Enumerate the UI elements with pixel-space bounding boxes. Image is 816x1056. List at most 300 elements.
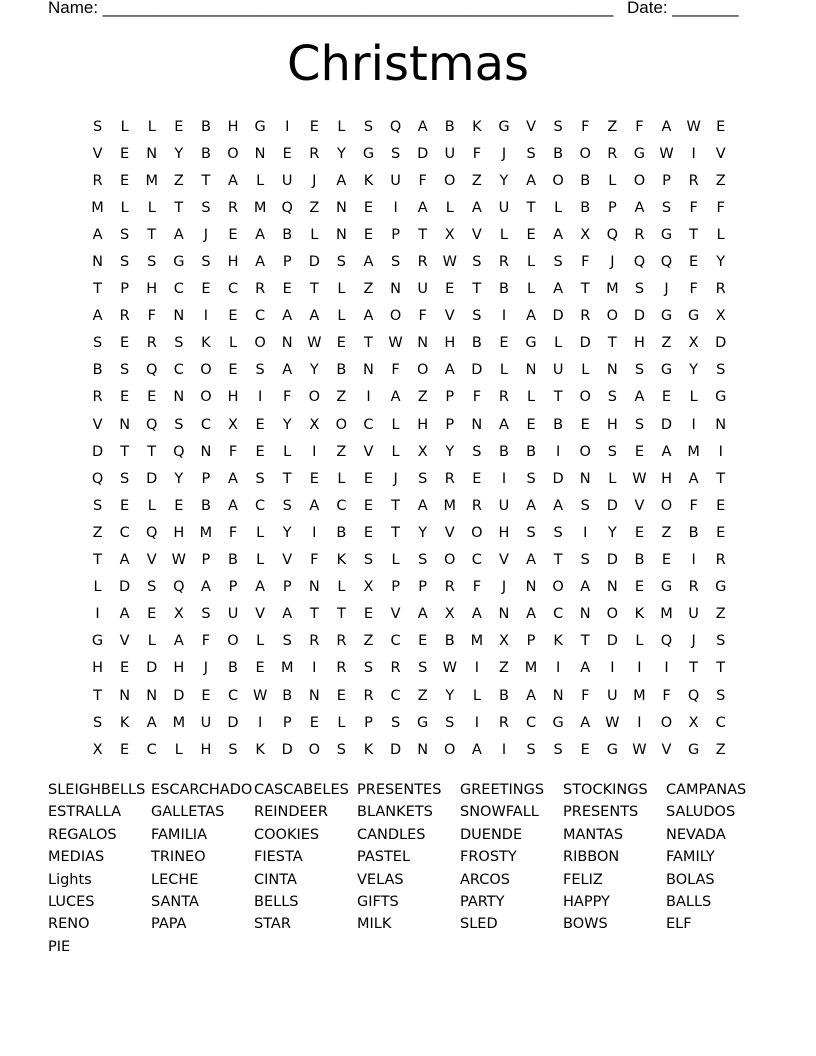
grid-letter: Y — [336, 145, 346, 162]
grid-letter: F — [472, 389, 482, 406]
grid-letter: N — [525, 362, 537, 379]
grid-letter: B — [553, 416, 564, 433]
grid-letter: V — [498, 552, 509, 569]
grid-letter: E — [255, 416, 265, 433]
grid-letter: S — [120, 226, 130, 243]
grid-letter: O — [660, 497, 673, 514]
grid-letter: D — [633, 308, 645, 325]
grid-letter: J — [501, 579, 507, 596]
grid-letter: D — [146, 660, 158, 677]
grid-letter: S — [553, 118, 563, 135]
grid-letter: E — [147, 606, 157, 623]
grid-letter: E — [661, 552, 672, 569]
grid-letter: K — [634, 606, 645, 623]
grid-letter: S — [472, 308, 482, 325]
grid-letter: G — [660, 362, 673, 379]
grid-letter: S — [363, 118, 374, 135]
grid-letter: L — [310, 226, 319, 243]
grid-letter: N — [498, 606, 510, 623]
grid-letter: X — [498, 633, 509, 650]
grid-letter: B — [282, 687, 293, 704]
grid-letter: B — [92, 362, 103, 379]
grid-letter: L — [472, 687, 481, 704]
word-list-item: STAR — [254, 916, 291, 933]
grid-letter: S — [553, 524, 563, 541]
grid-letter: I — [501, 308, 507, 325]
grid-letter: I — [501, 470, 507, 487]
grid-letter: S — [716, 362, 726, 379]
grid-letter: I — [257, 389, 263, 406]
word-list-item: SANTA — [151, 893, 199, 910]
grid-letter: X — [688, 335, 699, 352]
grid-letter: E — [661, 389, 672, 406]
grid-letter: S — [282, 633, 292, 650]
grid-letter: V — [255, 606, 266, 623]
grid-letter: U — [281, 172, 293, 189]
grid-letter: S — [120, 470, 130, 487]
letter-grid — [84, 113, 734, 763]
grid-letter: W — [632, 470, 647, 487]
grid-letter: W — [659, 145, 674, 162]
word-list-row — [48, 846, 769, 868]
grid-row — [84, 438, 734, 465]
grid-letter: R — [119, 308, 130, 325]
grid-letter: D — [606, 497, 618, 514]
grid-letter: N — [417, 335, 429, 352]
grid-letter: A — [255, 254, 266, 271]
grid-letter: L — [391, 552, 400, 569]
grid-letter: Q — [281, 199, 293, 216]
grid-letter: A — [119, 606, 130, 623]
grid-letter: D — [417, 145, 429, 162]
grid-letter: D — [579, 335, 591, 352]
grid-letter: E — [580, 741, 590, 758]
grid-letter: V — [661, 741, 672, 758]
grid-letter: F — [581, 118, 590, 135]
word-list-row — [48, 801, 769, 823]
grid-row — [84, 357, 734, 384]
grid-letter: C — [255, 308, 266, 325]
grid-letter: I — [691, 416, 696, 433]
grid-letter: L — [527, 389, 536, 406]
grid-letter: R — [634, 226, 645, 243]
grid-letter: A — [444, 362, 455, 379]
grid-letter: F — [581, 687, 590, 704]
grid-letter: T — [364, 335, 373, 352]
word-list — [48, 779, 769, 958]
grid-letter: A — [417, 606, 428, 623]
grid-letter: F — [689, 281, 698, 298]
grid-letter: Z — [715, 741, 726, 758]
grid-letter: C — [119, 524, 130, 541]
grid-letter: N — [606, 579, 618, 596]
word-list-item: ELF — [666, 916, 692, 933]
grid-letter: L — [554, 335, 563, 352]
grid-letter: C — [390, 687, 401, 704]
grid-letter: V — [715, 145, 726, 162]
grid-letter: T — [689, 226, 699, 243]
word-list-item: BALLS — [666, 893, 712, 910]
grid-letter: U — [444, 145, 456, 162]
grid-letter: R — [336, 633, 347, 650]
grid-letter: O — [416, 362, 429, 379]
grid-letter: T — [336, 606, 346, 623]
grid-letter: I — [691, 552, 696, 569]
grid-letter: P — [201, 552, 211, 569]
grid-letter: C — [553, 606, 564, 623]
grid-letter: N — [308, 687, 320, 704]
word-list-item: PIE — [48, 938, 71, 955]
grid-letter: A — [228, 497, 238, 514]
grid-letter: G — [687, 308, 700, 325]
grid-letter: Q — [146, 524, 158, 541]
grid-letter: A — [417, 118, 428, 135]
word-list-item: STOCKINGS — [563, 782, 648, 798]
grid-letter: R — [471, 497, 482, 514]
grid-letter: G — [525, 335, 537, 352]
grid-letter: A — [553, 497, 564, 514]
grid-letter: P — [282, 714, 292, 731]
grid-letter: L — [716, 226, 725, 243]
grid-row — [84, 736, 734, 763]
grid-letter: C — [173, 362, 184, 379]
grid-letter: L — [337, 118, 346, 135]
grid-letter: T — [391, 524, 400, 541]
grid-letter: L — [527, 254, 536, 271]
grid-letter: S — [92, 335, 103, 352]
grid-letter: L — [635, 633, 644, 650]
grid-letter: T — [147, 443, 157, 460]
grid-letter: Z — [607, 118, 618, 135]
grid-letter: U — [498, 199, 510, 216]
grid-letter: C — [715, 714, 726, 731]
grid-letter: O — [552, 579, 564, 596]
grid-letter: S — [607, 389, 617, 406]
word-list-item: PRESENTES — [357, 782, 442, 798]
grid-letter: M — [280, 660, 294, 677]
grid-letter: T — [472, 281, 482, 298]
grid-letter: I — [474, 660, 479, 677]
grid-letter: Y — [418, 524, 428, 541]
grid-letter: S — [390, 145, 401, 162]
grid-letter: E — [309, 118, 319, 135]
grid-letter: Q — [660, 254, 673, 271]
grid-letter: Y — [445, 687, 455, 704]
grid-letter: L — [337, 308, 346, 325]
grid-letter: S — [174, 335, 184, 352]
word-list-item: RENO — [48, 916, 90, 933]
grid-letter: X — [92, 741, 103, 758]
grid-letter: S — [201, 254, 211, 271]
grid-letter: D — [91, 443, 104, 460]
grid-letter: C — [390, 633, 401, 650]
grid-letter: U — [200, 714, 212, 731]
grid-letter: L — [689, 389, 698, 406]
grid-letter: J — [501, 145, 507, 162]
grid-letter: A — [526, 172, 536, 189]
grid-letter: H — [92, 660, 103, 677]
grid-letter: C — [471, 552, 482, 569]
grid-letter: T — [580, 633, 590, 650]
grid-letter: S — [553, 254, 563, 271]
grid-letter: L — [256, 172, 265, 189]
grid-letter: F — [472, 579, 482, 596]
grid-letter: E — [120, 660, 130, 677]
grid-letter: L — [93, 579, 102, 596]
grid-row — [84, 519, 734, 546]
word-list-item: Lights — [48, 871, 92, 888]
word-list-item: CASCABELES — [254, 782, 349, 798]
grid-letter: E — [689, 254, 699, 271]
grid-letter: J — [312, 172, 317, 189]
grid-letter: L — [147, 199, 156, 216]
word-list-item: BOWS — [563, 916, 608, 933]
grid-letter: D — [389, 741, 402, 758]
grid-letter: E — [228, 308, 238, 325]
grid-letter: F — [689, 199, 698, 216]
grid-letter: B — [580, 199, 591, 216]
grid-letter: M — [687, 443, 700, 460]
grid-row — [84, 709, 734, 736]
grid-letter: T — [282, 470, 292, 487]
grid-letter: J — [691, 633, 696, 650]
grid-letter: S — [201, 606, 211, 623]
grid-letter: I — [637, 714, 642, 731]
grid-letter: I — [95, 606, 100, 623]
grid-letter: U — [688, 606, 699, 623]
grid-letter: I — [664, 660, 669, 677]
grid-letter: R — [607, 145, 618, 162]
grid-letter: T — [553, 552, 563, 569]
grid-letter: S — [661, 199, 672, 216]
grid-letter: D — [552, 308, 564, 325]
grid-letter: L — [337, 281, 346, 298]
grid-letter: Y — [689, 362, 699, 379]
grid-letter: P — [391, 226, 400, 243]
grid-letter: X — [580, 226, 591, 243]
grid-letter: S — [390, 714, 401, 731]
grid-letter: E — [336, 335, 346, 352]
grid-letter: N — [308, 579, 320, 596]
grid-letter: D — [281, 741, 293, 758]
grid-letter: X — [363, 579, 374, 596]
grid-letter: S — [526, 524, 536, 541]
grid-letter: N — [606, 362, 618, 379]
grid-letter: C — [336, 497, 347, 514]
grid-letter: X — [444, 226, 455, 243]
grid-letter: D — [227, 714, 239, 731]
grid-letter: H — [444, 335, 456, 352]
grid-letter: B — [471, 335, 482, 352]
grid-letter: E — [309, 470, 319, 487]
grid-letter: T — [716, 660, 726, 677]
grid-row — [84, 113, 734, 140]
grid-letter: B — [200, 497, 211, 514]
grid-letter: S — [526, 741, 536, 758]
grid-letter: Y — [716, 254, 726, 271]
word-list-row — [48, 824, 769, 846]
grid-letter: X — [715, 308, 726, 325]
grid-letter: L — [283, 443, 292, 460]
grid-letter: A — [255, 226, 266, 243]
grid-letter: O — [579, 443, 591, 460]
grid-letter: C — [227, 281, 239, 298]
grid-letter: F — [635, 118, 644, 135]
grid-letter: F — [283, 389, 292, 406]
grid-letter: N — [715, 416, 727, 433]
grid-letter: V — [390, 606, 401, 623]
grid-letter: I — [474, 714, 479, 731]
grid-letter: J — [664, 281, 669, 298]
grid-letter: I — [203, 308, 209, 325]
grid-letter: L — [608, 172, 617, 189]
grid-letter: G — [715, 389, 727, 406]
date-field-label: Date: _______ — [627, 0, 739, 17]
word-list-item: LECHE — [151, 871, 199, 888]
word-list-item: CAMPANAS — [666, 782, 747, 798]
grid-letter: D — [471, 362, 483, 379]
grid-letter: N — [390, 281, 401, 298]
word-list-row — [48, 936, 769, 958]
grid-letter: M — [199, 524, 213, 541]
grid-letter: G — [660, 579, 673, 596]
grid-letter: Y — [282, 524, 292, 541]
grid-letter: V — [444, 524, 455, 541]
grid-letter: B — [553, 145, 564, 162]
grid-letter: H — [227, 254, 239, 271]
grid-letter: A — [417, 497, 428, 514]
grid-letter: M — [633, 687, 646, 704]
grid-letter: O — [606, 308, 619, 325]
word-list-item: TRINEO — [151, 849, 206, 866]
grid-row — [84, 574, 734, 601]
grid-letter: A — [580, 579, 591, 596]
grid-letter: L — [120, 199, 129, 216]
grid-letter: N — [146, 145, 158, 162]
grid-letter: R — [688, 579, 699, 596]
grid-row — [84, 167, 734, 194]
grid-letter: L — [174, 741, 183, 758]
grid-letter: P — [282, 254, 292, 271]
grid-letter: A — [146, 714, 157, 731]
grid-letter: F — [228, 524, 238, 541]
grid-letter: U — [498, 497, 510, 514]
grid-letter: L — [147, 633, 156, 650]
grid-letter: A — [580, 714, 591, 731]
grid-row — [84, 492, 734, 519]
grid-letter: P — [364, 714, 373, 731]
word-list-item: MILK — [357, 916, 392, 933]
grid-letter: I — [556, 443, 561, 460]
grid-letter: Y — [309, 362, 319, 379]
grid-letter: V — [119, 633, 130, 650]
grid-letter: Q — [173, 443, 185, 460]
grid-letter: E — [174, 118, 184, 135]
grid-letter: A — [688, 470, 699, 487]
grid-letter: H — [227, 389, 239, 406]
grid-letter: O — [254, 335, 266, 352]
grid-letter: W — [442, 254, 457, 271]
grid-letter: O — [227, 633, 239, 650]
grid-letter: D — [173, 687, 185, 704]
grid-letter: E — [201, 687, 211, 704]
grid-letter: G — [687, 741, 700, 758]
grid-letter: N — [119, 416, 131, 433]
grid-letter: E — [634, 579, 644, 596]
word-list-item: FIESTA — [254, 849, 303, 866]
grid-letter: D — [606, 552, 618, 569]
grid-letter: S — [418, 552, 428, 569]
grid-letter: C — [200, 416, 211, 433]
grid-letter: I — [501, 741, 507, 758]
grid-letter: E — [363, 199, 374, 216]
grid-letter: R — [92, 172, 103, 189]
grid-letter: R — [309, 633, 320, 650]
grid-letter: S — [147, 579, 157, 596]
grid-letter: A — [119, 552, 130, 569]
grid-letter: N — [173, 389, 185, 406]
grid-letter: Z — [363, 281, 374, 298]
grid-letter: E — [526, 226, 536, 243]
grid-letter: E — [716, 524, 726, 541]
grid-letter: E — [309, 714, 319, 731]
grid-letter: S — [526, 470, 536, 487]
grid-letter: S — [445, 714, 455, 731]
grid-letter: S — [390, 254, 401, 271]
grid-letter: T — [553, 389, 563, 406]
grid-letter: L — [120, 118, 129, 135]
grid-letter: E — [716, 118, 726, 135]
grid-letter: S — [634, 416, 645, 433]
grid-letter: T — [93, 687, 102, 704]
grid-letter: G — [633, 145, 646, 162]
grid-letter: I — [312, 660, 317, 677]
grid-letter: W — [686, 118, 701, 135]
word-list-item: REGALOS — [48, 826, 117, 843]
grid-letter: H — [227, 118, 239, 135]
grid-letter: A — [471, 741, 482, 758]
grid-letter: A — [228, 172, 238, 189]
grid-letter: M — [606, 281, 619, 298]
grid-letter: V — [471, 226, 482, 243]
grid-letter: S — [255, 362, 265, 379]
grid-letter: E — [120, 741, 130, 758]
grid-letter: O — [444, 741, 456, 758]
word-list-item: COOKIES — [254, 826, 320, 843]
grid-letter: S — [716, 633, 726, 650]
grid-letter: C — [227, 687, 239, 704]
grid-letter: E — [147, 389, 157, 406]
grid-letter: Y — [499, 172, 509, 189]
grid-letter: Q — [660, 633, 673, 650]
grid-letter: Z — [173, 172, 184, 189]
grid-letter: K — [472, 118, 482, 135]
grid-letter: L — [581, 362, 590, 379]
grid-letter: S — [228, 741, 238, 758]
grid-letter: B — [228, 552, 238, 569]
grid-letter: T — [93, 552, 102, 569]
grid-letter: M — [91, 199, 104, 216]
grid-letter: X — [444, 606, 455, 623]
grid-letter: R — [498, 389, 509, 406]
grid-letter: P — [526, 633, 536, 650]
grid-letter: I — [393, 199, 398, 216]
grid-letter: A — [309, 497, 320, 514]
grid-letter: X — [228, 416, 238, 433]
grid-letter: J — [610, 254, 615, 271]
grid-letter: W — [171, 552, 186, 569]
grid-letter: D — [552, 470, 564, 487]
